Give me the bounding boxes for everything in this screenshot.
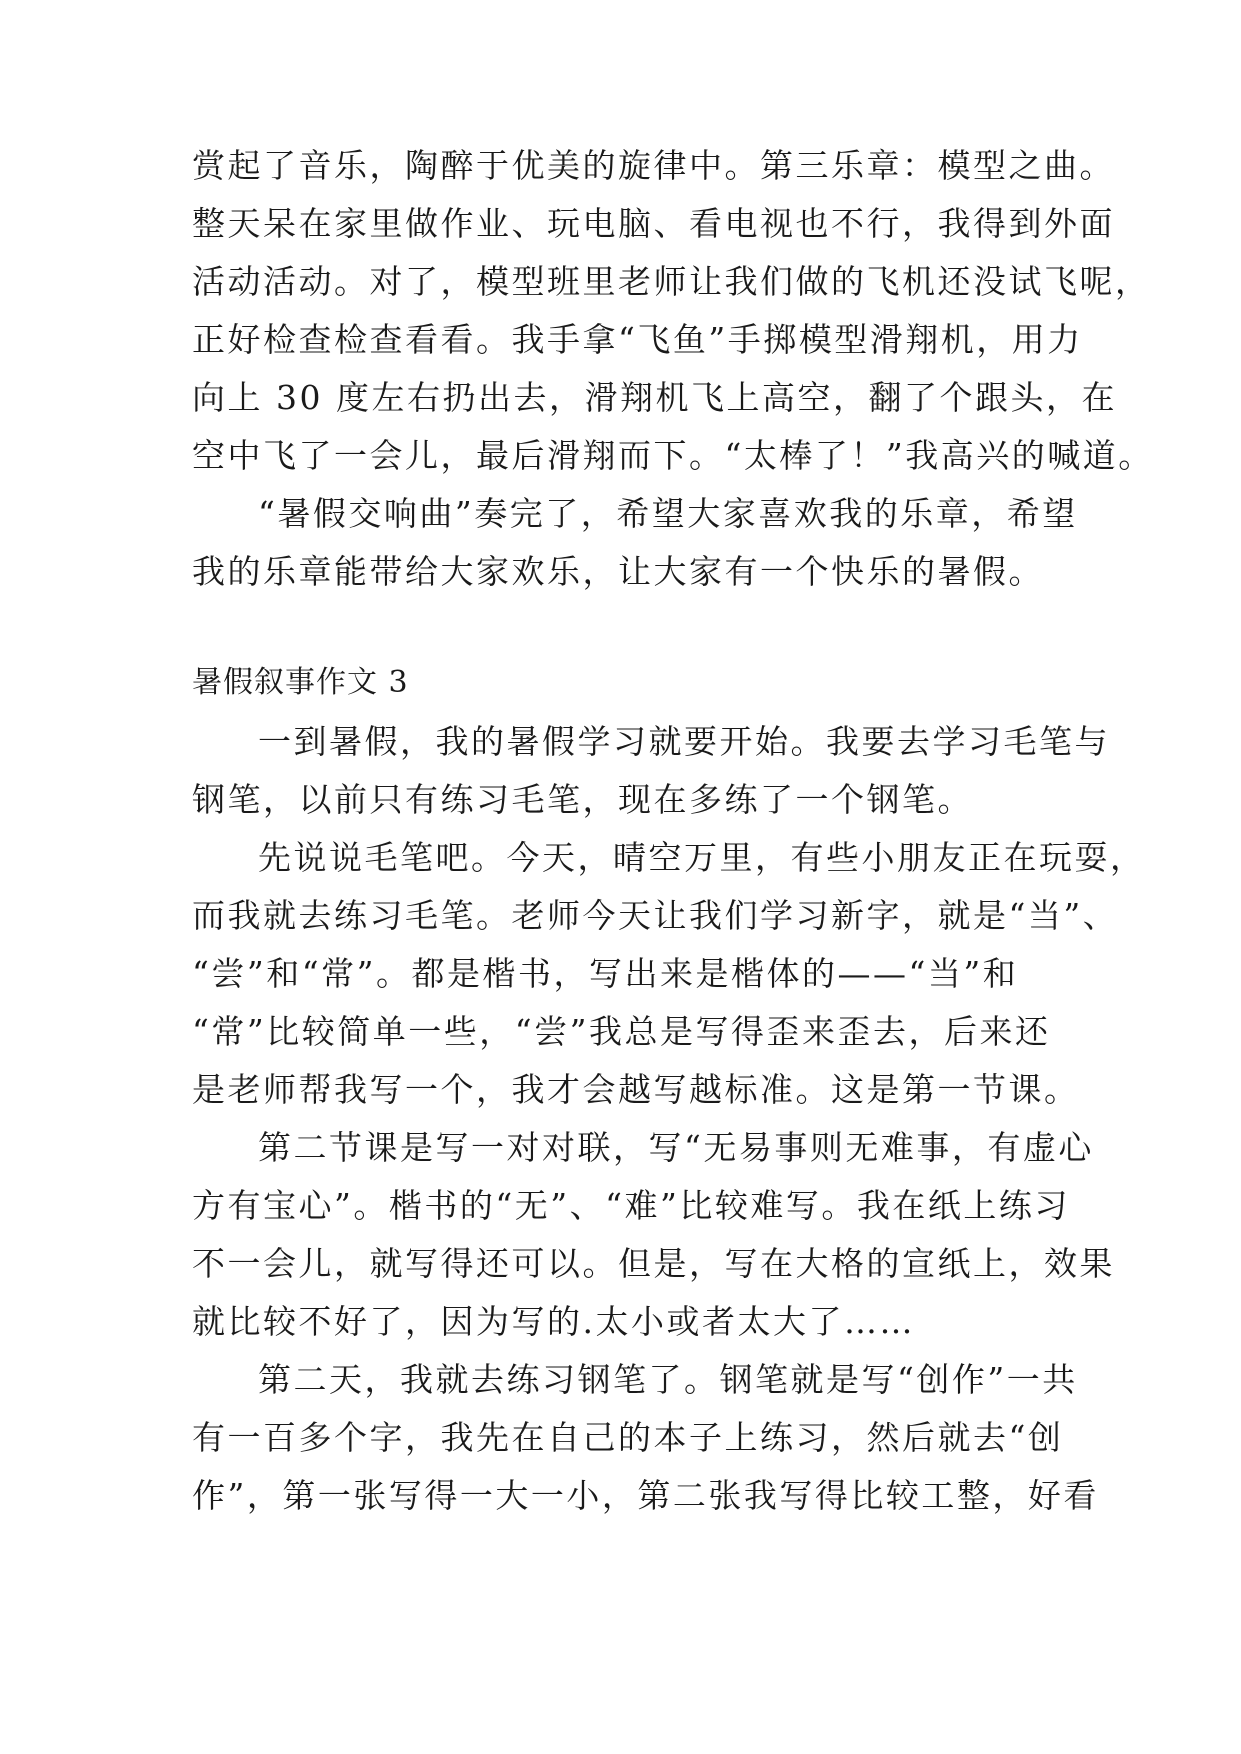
paragraph-line: 不一会儿，就写得还可以。但是，写在大格的宣纸上，效果	[192, 1244, 1115, 1283]
paragraph-line: 空中飞了一会儿，最后滑翔而下。“太棒了！”我高兴的喊道。	[192, 436, 1154, 475]
paragraph-line: 赏起了音乐，陶醉于优美的旋律中。第三乐章：模型之曲。	[192, 146, 1115, 185]
paragraph-line: 一到暑假，我的暑假学习就要开始。我要去学习毛笔与	[258, 722, 1110, 761]
paragraph-line: 活动活动。对了，模型班里老师让我们做的飞机还没试飞呢，	[192, 262, 1151, 301]
paragraph-line: 钢笔，以前只有练习毛笔，现在多练了一个钢笔。	[192, 780, 973, 819]
paragraph-line: 我的乐章能带给大家欢乐，让大家有一个快乐的暑假。	[192, 552, 1044, 591]
paragraph-line: “常”比较简单一些，“尝”我总是写得歪来歪去，后来还	[192, 1012, 1051, 1051]
paragraph-line: 是老师帮我写一个，我才会越写越标准。这是第一节课。	[192, 1070, 1080, 1109]
paragraph-line: 作”，第一张写得一大一小，第二张我写得比较工整，好看	[192, 1476, 1099, 1515]
paragraph-line: 整天呆在家里做作业、玩电脑、看电视也不行，我得到外面	[192, 204, 1115, 243]
paragraph-line: 方有宝心”。楷书的“无”、“难”比较难写。我在纸上练习	[192, 1186, 1070, 1225]
paragraph-line: 有一百多个字，我先在自己的本子上练习，然后就去“创	[192, 1418, 1064, 1457]
paragraph-line: “尝”和“常”。都是楷书，写出来是楷体的——“当”和	[192, 954, 1019, 993]
paragraph-line: “暑假交响曲”奏完了，希望大家喜欢我的乐章，希望	[258, 494, 1078, 533]
paragraph-line: 就比较不好了，因为写的.太小或者太大了……	[192, 1302, 915, 1341]
paragraph-line: 先说说毛笔吧。今天，晴空万里，有些小朋友正在玩耍，	[258, 838, 1146, 877]
paragraph-line: 正好检查检查看看。我手拿“飞鱼”手掷模型滑翔机，用力	[192, 320, 1083, 359]
paragraph-line: 而我就去练习毛笔。老师今天让我们学习新字，就是“当”、	[192, 896, 1119, 935]
essay-heading: 暑假叙事作文 3	[192, 665, 409, 700]
paragraph-line: 向上 30 度左右扔出去，滑翔机飞上高空，翻了个跟头，在	[192, 378, 1117, 417]
paragraph-line: 第二天，我就去练习钢笔了。钢笔就是写“创作”一共	[258, 1360, 1078, 1399]
paragraph-line: 第二节课是写一对对联，写“无易事则无难事，有虚心	[258, 1128, 1094, 1167]
